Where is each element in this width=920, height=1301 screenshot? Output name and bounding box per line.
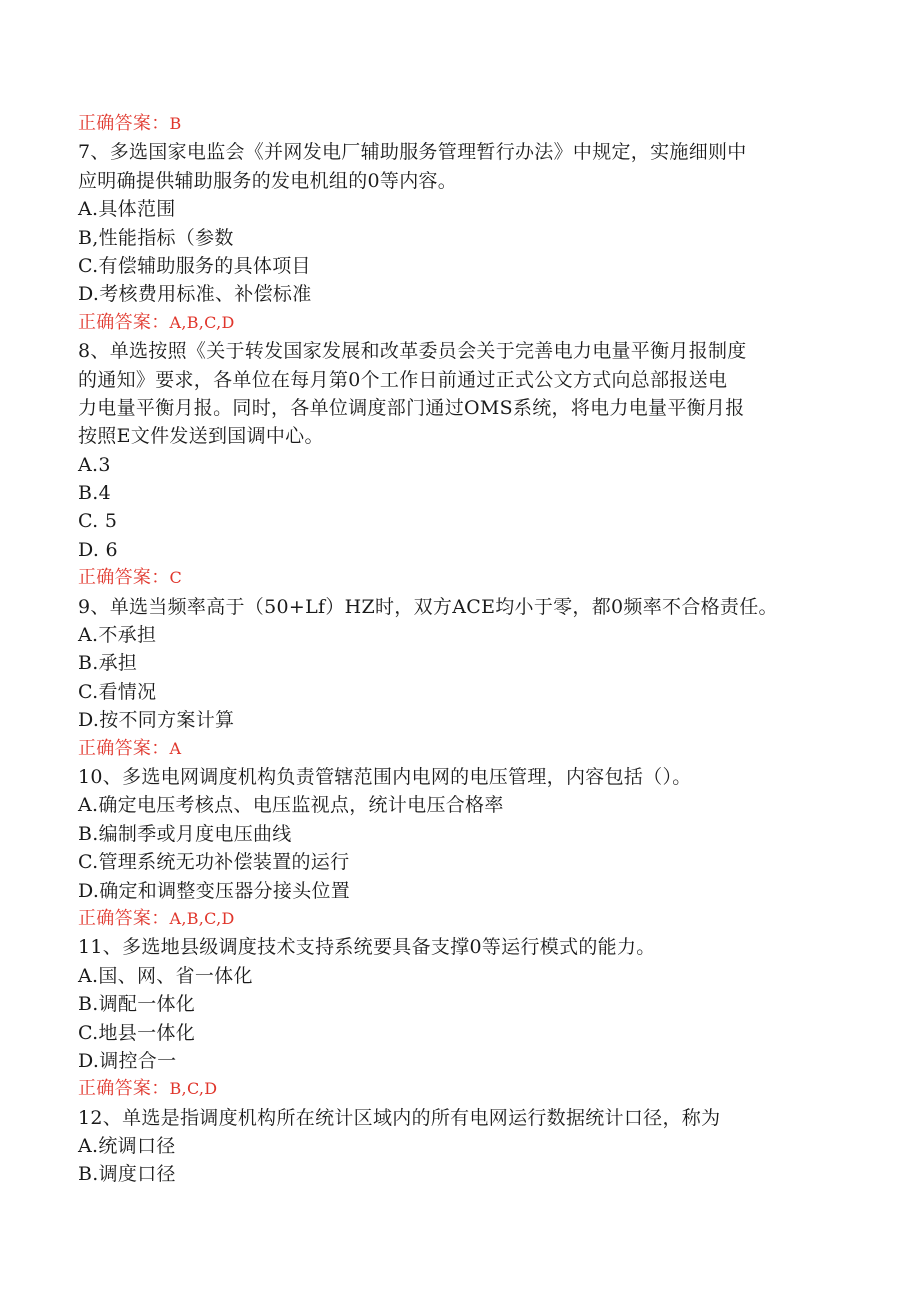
answer-label: 正确答案： (78, 737, 170, 759)
option-b: B.承担 (78, 652, 138, 675)
answer-line (78, 564, 838, 592)
option-a: A.不承担 (78, 624, 157, 647)
option-d: D.调控合一 (78, 1049, 177, 1072)
option-c: C. 5 (78, 510, 118, 533)
option-b: B.4 (78, 482, 111, 505)
answer-line (78, 309, 838, 337)
answer-label: 正确答案： (78, 1078, 170, 1100)
option-d: D. 6 (78, 538, 118, 561)
question-stem: 力电量平衡月报。同时，各单位调度部门通过OMS系统，将电力电量平衡月报 (78, 396, 745, 419)
option-b: B,性能指标（参数 (78, 226, 234, 249)
answer-label: 正确答案： (78, 907, 170, 929)
option-d: D.确定和调整变压器分接头位置 (78, 879, 351, 902)
option-c: C.管理系统无功补偿装置的运行 (78, 851, 350, 874)
question-stem: 8、单选按照《关于转发国家发展和改革委员会关于完善电力电量平衡月报制度 (78, 340, 747, 363)
answer-value: B (169, 114, 182, 133)
option-c: C.看情况 (78, 680, 157, 703)
answer-label: 正确答案： (78, 567, 170, 589)
question-9 (78, 593, 838, 763)
answer-value: A (169, 738, 182, 758)
answer-line (78, 110, 838, 138)
option-a: A.国、网、省一体化 (78, 964, 253, 987)
question-7 (78, 138, 838, 337)
option-a: A.3 (78, 453, 111, 476)
question-11 (78, 933, 838, 1103)
question-stem: 7、多选国家电监会《并网发电厂辅助服务管理暂行办法》中规定，实施细则中 (78, 141, 747, 164)
question-document (78, 110, 838, 1189)
question-stem: 12、单选是指调度机构所在统计区域内的所有电网运行数据统计口径，称为 (78, 1106, 721, 1129)
option-d: D.考核费用标准、补偿标准 (78, 283, 312, 306)
question-stem: 9、单选当频率高于（50+Lf）HZ时，双方ACE均小于零，都0频率不合格责任。 (78, 595, 778, 618)
option-a: A.确定电压考核点、电压监视点，统计电压合格率 (78, 794, 504, 817)
answer-value: A,B,C,D (169, 312, 235, 332)
question-12 (78, 1104, 838, 1189)
answer-line (78, 1075, 838, 1103)
answer-value: A,B,C,D (169, 908, 235, 928)
option-a: A.统调口径 (78, 1135, 176, 1158)
answer-label: 正确答案： (78, 113, 170, 134)
question-stem: 的通知》要求，各单位在每月第0个工作日前通过正式公文方式向总部报送电 (78, 368, 728, 391)
question-10 (78, 763, 838, 933)
option-b: B.编制季或月度电压曲线 (78, 822, 292, 845)
question-stem: 11、多选地县级调度技术支持系统要具备支撑0等运行模式的能力。 (78, 936, 656, 959)
option-a: A.具体范围 (78, 198, 176, 221)
question-stem: 应明确提供辅助服务的发电机组的0等内容。 (78, 169, 458, 192)
answer-label: 正确答案： (78, 311, 170, 333)
option-b: B.调配一体化 (78, 993, 196, 1016)
answer-value: C (169, 568, 183, 588)
question-stem: 10、多选电网调度机构负责管辖范围内电网的电压管理，内容包括（）。 (78, 765, 692, 788)
option-d: D.按不同方案计算 (78, 709, 235, 732)
option-c: C.地县一体化 (78, 1021, 196, 1044)
answer-line (78, 905, 838, 933)
question-stem: 按照E文件发送到国调中心。 (78, 425, 324, 448)
option-b: B.调度口径 (78, 1163, 176, 1186)
answer-line (78, 735, 838, 763)
question-8 (78, 337, 838, 593)
option-c: C.有偿辅助服务的具体项目 (78, 254, 311, 277)
answer-value: B,C,D (169, 1079, 218, 1099)
